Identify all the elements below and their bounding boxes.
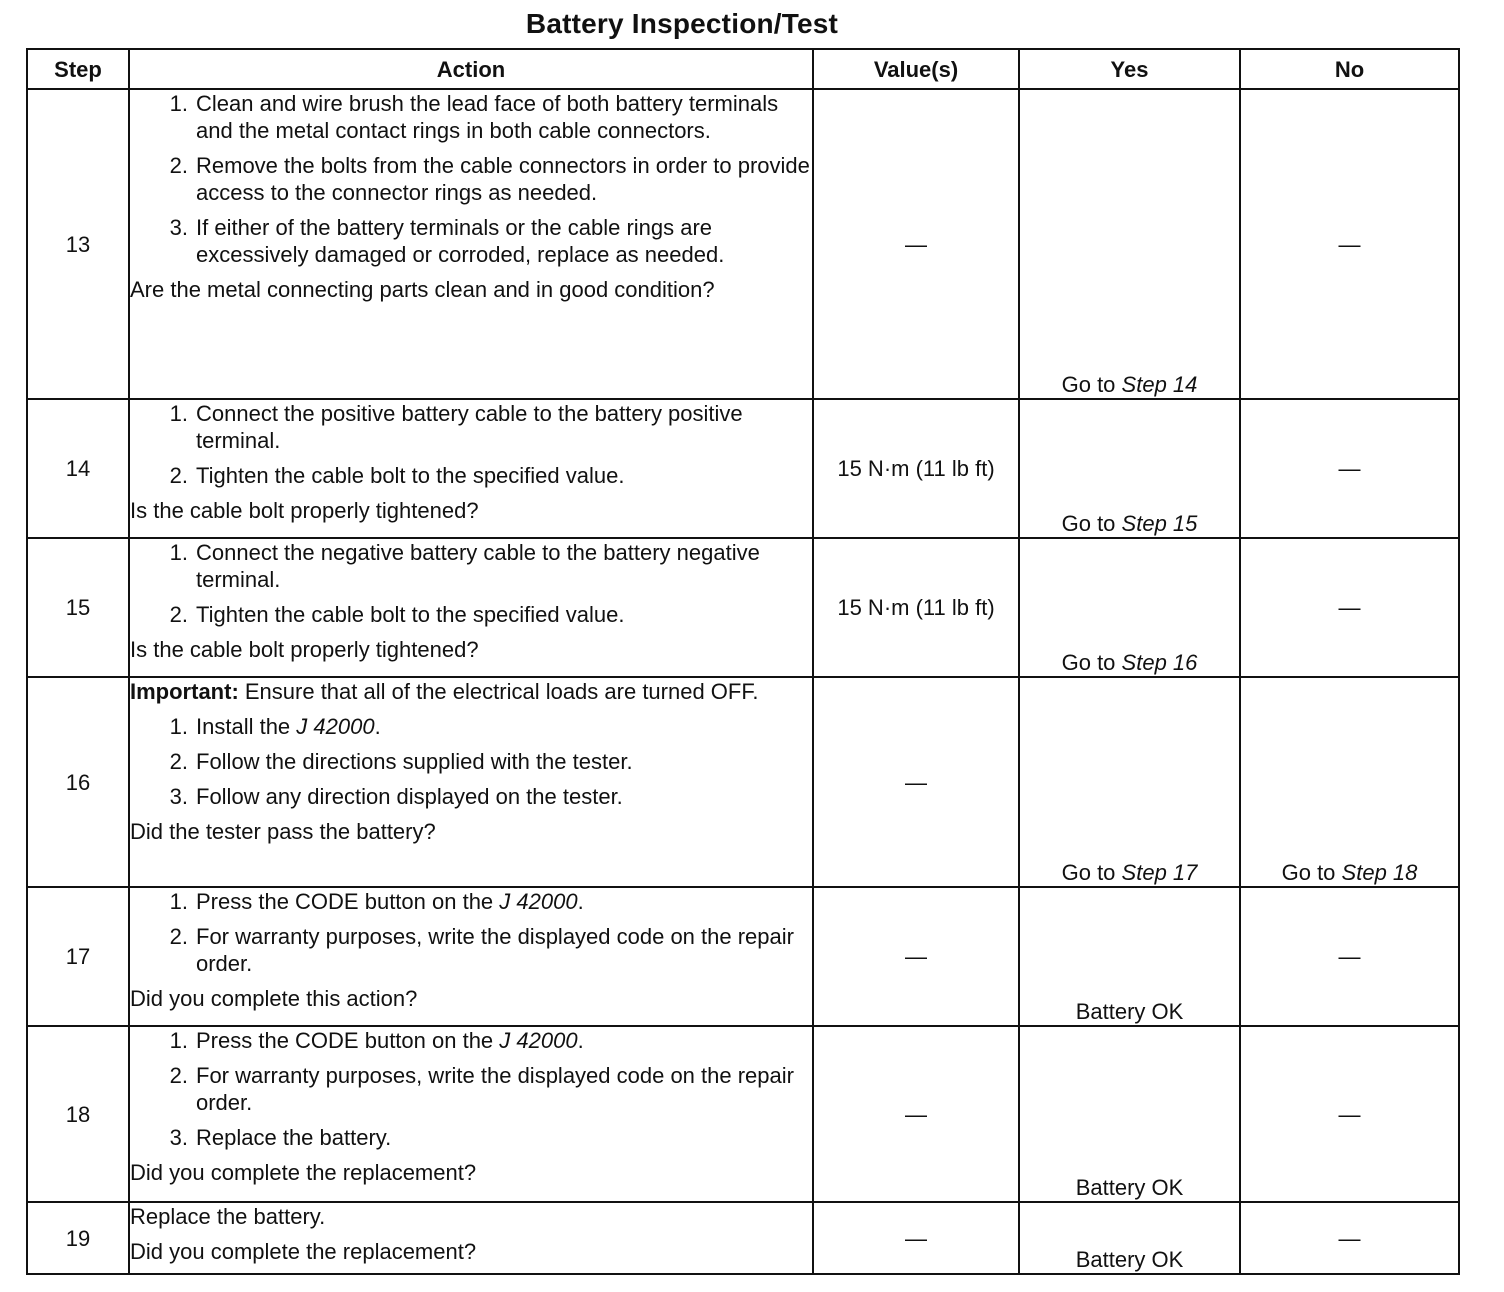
no-cell: — <box>1240 89 1459 399</box>
value-cell: — <box>813 1026 1019 1202</box>
action-cell <box>129 89 813 399</box>
yes-cell: Go to Step 16 <box>1019 538 1240 677</box>
no-cell: — <box>1240 1026 1459 1202</box>
list-item: 1. Press the CODE button on the J 42000. <box>169 1028 584 1053</box>
question: Did you complete this action? <box>130 986 418 1011</box>
question: Is the cable bolt properly tightened? <box>130 498 479 523</box>
important-note: Important: Ensure that all of the electrical loads are turned OFF. <box>130 679 759 704</box>
step-link: Step 16 <box>1121 650 1198 675</box>
list-item: 1. Clean and wire brush the lead face of both battery terminals and the metal contact rings in both cable connectors. <box>169 91 779 143</box>
list-item: 2. For warranty purposes, write the displayed code on the repair order. <box>169 924 794 976</box>
question: Did you complete the replacement? <box>130 1239 477 1264</box>
header-no: No <box>1240 49 1459 89</box>
list-item: 1. Install the J 42000. <box>169 714 381 739</box>
table-row <box>27 677 1459 887</box>
tool-name: J 42000 <box>499 1028 578 1053</box>
yes-cell: Battery OK <box>1019 887 1240 1026</box>
table-row <box>27 538 1459 677</box>
list-item: 3. Follow any direction displayed on the tester. <box>169 784 623 809</box>
header-action: Action <box>129 49 813 89</box>
table-row <box>27 399 1459 538</box>
list-item: 3. If either of the battery terminals or the cable rings are excessively damaged or corroded, replace as needed. <box>169 215 725 267</box>
list-item: 1. Connect the negative battery cable to the battery negative terminal. <box>169 540 760 592</box>
page-title: Battery Inspection/Test <box>525 8 839 39</box>
action-cell <box>129 1202 813 1274</box>
step-link: Step 14 <box>1121 372 1198 397</box>
no-cell: Go to Step 18 <box>1240 677 1459 887</box>
value-cell: 15 N·m (11 lb ft) <box>813 399 1019 538</box>
tool-name: J 42000 <box>499 889 578 914</box>
value-cell: — <box>813 1202 1019 1274</box>
no-cell: — <box>1240 887 1459 1026</box>
list-item: 2. Remove the bolts from the cable connectors in order to provide access to the connector rings as needed. <box>169 153 810 205</box>
action-cell <box>129 887 813 1026</box>
step-number: 14 <box>27 399 129 538</box>
list-item: 3. Replace the battery. <box>169 1125 392 1150</box>
step-number: 13 <box>27 89 129 399</box>
step-link: Step 18 <box>1341 860 1418 885</box>
no-cell: — <box>1240 399 1459 538</box>
no-cell: — <box>1240 538 1459 677</box>
list-item: 1. Connect the positive battery cable to the battery positive terminal. <box>169 401 743 453</box>
yes-cell: Go to Step 15 <box>1019 399 1240 538</box>
list-item: 2. Tighten the cable bolt to the specified value. <box>169 463 625 488</box>
action-cell <box>129 1026 813 1202</box>
header-values: Value(s) <box>813 49 1019 89</box>
list-item: 1. Press the CODE button on the J 42000. <box>169 889 584 914</box>
question: Did you complete the replacement? <box>130 1160 477 1185</box>
table-row <box>27 89 1459 399</box>
table-row <box>27 887 1459 1026</box>
step-number: 19 <box>27 1202 129 1274</box>
action-cell <box>129 399 813 538</box>
yes-cell: Battery OK <box>1019 1202 1240 1274</box>
question: Did the tester pass the battery? <box>130 819 436 844</box>
header-row <box>27 49 1459 89</box>
step-number: 16 <box>27 677 129 887</box>
value-cell: — <box>813 677 1019 887</box>
yes-cell: Go to Step 17 <box>1019 677 1240 887</box>
no-cell: — <box>1240 1202 1459 1274</box>
header-yes: Yes <box>1019 49 1240 89</box>
header-step: Step <box>27 49 129 89</box>
table-row <box>27 1202 1459 1274</box>
value-cell: 15 N·m (11 lb ft) <box>813 538 1019 677</box>
table-row <box>27 1026 1459 1202</box>
list-item: 2. Follow the directions supplied with the tester. <box>169 749 633 774</box>
yes-cell: Go to Step 14 <box>1019 89 1240 399</box>
step-number: 15 <box>27 538 129 677</box>
inspection-table <box>26 48 1460 1275</box>
step-link: Step 17 <box>1121 860 1198 885</box>
question: Are the metal connecting parts clean and in good condition? <box>130 277 715 302</box>
question: Is the cable bolt properly tightened? <box>130 637 479 662</box>
yes-cell: Battery OK <box>1019 1026 1240 1202</box>
action-cell <box>129 538 813 677</box>
list-item: 2. Tighten the cable bolt to the specified value. <box>169 602 625 627</box>
tool-name: J 42000 <box>296 714 375 739</box>
action-line: Replace the battery. <box>130 1204 326 1229</box>
value-cell: — <box>813 887 1019 1026</box>
value-cell: — <box>813 89 1019 399</box>
step-number: 18 <box>27 1026 129 1202</box>
action-cell <box>129 677 813 887</box>
step-link: Step 15 <box>1121 511 1198 536</box>
list-item: 2. For warranty purposes, write the displayed code on the repair order. <box>169 1063 794 1115</box>
step-number: 17 <box>27 887 129 1026</box>
